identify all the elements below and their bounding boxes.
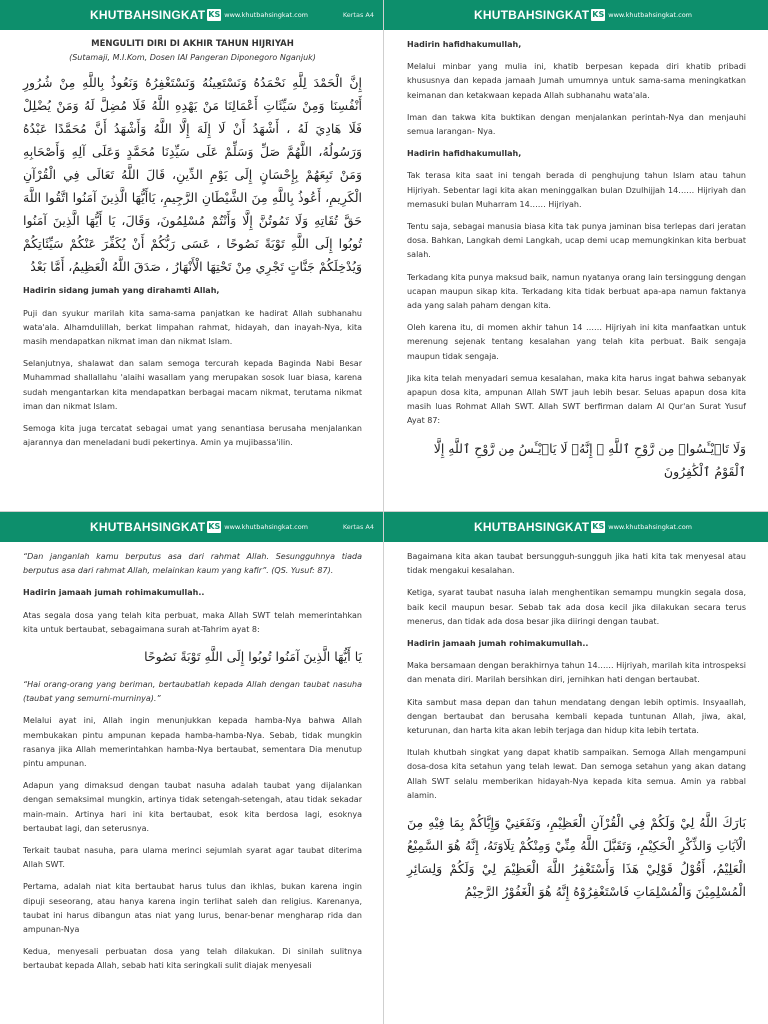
- paragraph: Puji dan syukur marilah kita sama-sama panjatkan ke hadirat Allah subhanahu wata'ala. Alhamdulillah, berkat limpahan rahmat, hidayah, dan inayah-Nya, kita masih mendapatkan nikmat iman dan nikmat Islam.: [23, 308, 362, 347]
- brand-logo-icon: KS: [208, 10, 221, 19]
- quote-translation: “Dan janganlah kamu berputus asa dari rahmat Allah. Sesungguhnya tiada berputus asa dari rahmat Allah, melainkan kaum yang kafir”. (QS. Yusuf: 87).: [23, 552, 362, 576]
- paragraph: Atas segala dosa yang telah kita perbuat, maka Allah SWT telah memerintahkan kita untuk bertaubat, sebagaimana surah at-Tahrim ayat 8:: [23, 610, 362, 634]
- page-header: [384, 512, 768, 542]
- section-heading: Hadirin sidang jumah yang dirahamti Allah,: [23, 286, 220, 296]
- page-content: [384, 30, 768, 483]
- paragraph: Melalui ayat ini, Allah ingin menunjukkan kepada hamba-Nya bahwa Allah membukakan pintu ampunan kepada hamba-hamba-Nya. Sebab, tidak mungkin rasanya jika Allah memerintahkan hamba-Nya bertaubat, sementara Dia menutup pintu ampunan.: [23, 716, 362, 769]
- page-divider-vertical: [383, 0, 384, 1024]
- page-header: [0, 512, 384, 542]
- site-url[interactable]: www.khutbahsingkat.com: [608, 523, 693, 531]
- site-url[interactable]: www.khutbahsingkat.com: [224, 523, 309, 531]
- page-divider-horizontal: [0, 511, 768, 512]
- paragraph: Kedua, menyesali perbuatan dosa yang telah dilakukan. Di sinilah sulitnya bertaubat kepada Allah, sebab hati kita seringkali sulit diajak menyesali: [23, 947, 362, 971]
- paragraph: Terkait taubat nasuha, para ulama merinci sejumlah syarat agar taubat diterima Allah SWT.: [23, 846, 362, 870]
- section-heading: Hadirin hafidhakumullah,: [407, 40, 522, 49]
- arabic-closing-text: بَارَكَ اللَّهُ لِيْ وَلَكُمْ فِي الْقُرْآنِ الْعَظِيْمِ، وَنَفَعَنِيْ وَإِيَّاكُمْ بِمَا فِيْهِ مِنَ الْآيَاتِ وَالذِّكْرِ الْحَكِيْمِ، وَتَقَبَّلَ اللَّهُ مِنِّيْ وَمِنْكُمْ تِلَاوَتَهُ، إِنَّهُ هُوَ السَّمِيْعُ الْعَلِيْمُ، أَقُوْلُ قَوْلِيْ هَذَا وَأَسْتَغْفِرُ اللَّهَ الْعَظِيْمَ لِيْ وَلَكُمْ وَلِسَائِرِ الْمُسْلِمِيْنَ وَالْمُسْلِمَاتِ فَاسْتَغْفِرُوْهُ إِنَّهُ هُوَ الْغَفُوْرُ الرَّحِيْمُ: [407, 815, 746, 900]
- brand-name: KHUTBAHSINGKAT: [90, 520, 206, 534]
- paragraph: Bagaimana kita akan taubat bersungguh-sungguh jika hati kita tak menyesal atau tidak mengakui kesalahan.: [407, 552, 746, 576]
- paper-label: Kertas A4: [342, 523, 374, 531]
- page-content: [384, 542, 768, 903]
- paragraph: Melalui minbar yang mulia ini, khatib berpesan kepada diri khatib pribadi khususnya dan kepada jamaah Jumah umumnya untuk sama-sama meningkatkan keimanan dan ketakwaan kepada Allah subhanahu wata'ala.: [407, 62, 746, 100]
- page-title: MENGULITI DIRI DI AKHIR TAHUN HIJRIYAH: [91, 39, 294, 49]
- paragraph: Jika kita telah menyadari semua kesalahan, maka kita harus ingat bahwa sebanyak apapun dosa kita, ampunan Allah SWT jauh lebih besar. Seluas apapun dosa kita masih luas Rohmat Allah SWT. Allah SWT berfirman dalam Al Qur'an Surat Yusuf Ayat 87:: [407, 373, 746, 426]
- paragraph: Oleh karena itu, di momen akhir tahun 14 …… Hijriyah ini kita manfaatkan untuk merenung sejenak tentang kesalahan yang telah kita perbuat. Baik sengaja maupun tidak sengaja.: [407, 323, 746, 361]
- page-header: [384, 0, 768, 30]
- author-line: (Sutamaji, M.I.Kom, Dosen IAI Pangeran Diponegoro Nganjuk): [69, 53, 316, 63]
- page-header: [0, 0, 384, 30]
- arabic-verse: يَا أَيُّهَا الَّذِينَ آمَنُوا تُوبُوا إِلَى اللَّهِ تَوْبَةً نَصُوحًا: [144, 649, 362, 665]
- paragraph: Itulah khutbah singkat yang dapat khatib sampaikan. Semoga Allah mengampuni dosa-dosa kita setahun yang telah lewat. Dan semoga setahun yang akan datang Allah SWT selalu memberikan hidayah-Nya kepada kita semua. Amin ya rabbal alamin.: [407, 748, 746, 800]
- brand-name: KHUTBAHSINGKAT: [90, 8, 206, 22]
- paragraph: Semoga kita juga tercatat sebagai umat yang senantiasa berusaha menjalankan ajarannya dan meneladani budi pekertinya. Amin ya mujibassa'ilin.: [23, 424, 362, 448]
- page-4: [384, 512, 768, 1024]
- section-heading: Hadirin hafidhakumullah,: [407, 149, 522, 159]
- section-heading: Hadirin jamaah jumah rohimakumullah..: [23, 588, 205, 598]
- section-heading: Hadirin jamaah jumah rohimakumullah..: [407, 639, 589, 649]
- paragraph: Adapun yang dimaksud dengan taubat nasuha adalah taubat yang dijalankan dengan semaksimal mungkin, artinya tidak setengah-setengah, atau tidak sekadar main-main. Artinya hari ini kita bertaubat, esok kita berdosa lagi, esoknya bertaubat lagi, dan seterusnya.: [23, 781, 362, 833]
- site-url[interactable]: www.khutbahsingkat.com: [608, 11, 693, 19]
- paper-label: Kertas A4: [342, 11, 374, 19]
- brand-name: KHUTBAHSINGKAT: [474, 8, 590, 22]
- page-1: [0, 0, 384, 512]
- paragraph: Maka bersamaan dengan berakhirnya tahun 14…… Hijriyah, marilah kita introspeksi dan menata diri. Marilah bersihkan diri, jernihkan hati dengan bertaubat.: [407, 661, 746, 685]
- paragraph: Kita sambut masa depan dan tahun mendatang dengan lebih optimis. Insyaallah, dengan bertaubat dan berusaha kembali kepada tuntunan Allah, jiwa, akal, keturunan, dan harta kita akan lebih terjaga dan hidup kita lebih tertata.: [407, 697, 746, 736]
- paragraph: Iman dan takwa kita buktikan dengan menjalankan perintah-Nya dan menjauhi semua larangan- Nya.: [407, 112, 746, 137]
- paragraph: Tak terasa kita saat ini tengah berada di penghujung tahun Islam atau tahun Hijriyah. Sebentar lagi kita akan meninggalkan bulan Dzulhijjah 14…… Hijriyah dan memasuki bulan Muharram 14…… Hijriyah.: [407, 171, 746, 209]
- page-2: [384, 0, 768, 512]
- page-content: [0, 542, 384, 974]
- brand-name: KHUTBAHSINGKAT: [474, 520, 590, 534]
- arabic-verse: وَلَا تَا۟يْـَٔسُوا۟ مِن رَّوْحِ ٱللَّهِ ۖ إِنَّهُۥ لَا يَا۟يْـَٔسُ مِن رَّوْحِ ٱللَّهِ إِلَّا ٱلْقَوْمُ ٱلْكَٰفِرُونَ: [433, 440, 746, 479]
- paragraph: Selanjutnya, shalawat dan salam semoga tercurah kepada Baginda Nabi Besar Muhammad shallallahu 'alaihi wasallam yang merupakan sosok luar biasa, karena sudah mengantarkan kita mendapatkan berbagai macam nikmat, terutama nikmat iman dan nikmat Islam.: [23, 359, 362, 411]
- arabic-opening-text: إِنَّ الْحَمْدَ لِلَّهِ نَحْمَدُهُ وَنَسْتَعِينُهُ وَنَسْتَغْفِرُهُ وَنَعُوذُ بِاللَّهِ مِنْ شُرُورِ أَنْفُسِنَا وَمِنْ سَيِّئَاتِ أَعْمَالِنَا مَنْ يَهْدِهِ اللَّهُ فَلَا مُضِلَّ لَهُ وَمَنْ يُضْلِلْ فَلَا هَادِيَ لَهُ ، أَشْهَدُ أَنْ لَا إِلَهَ إِلَّا اللَّهُ وَأَشْهَدُ أَنَّ مُحَمَّدًا عَبْدُهُ وَرَسُولُهُ، اللَّهُمَّ صَلِّ وَسَلِّمْ عَلَى سَيِّدِنَا مُحَمَّدٍ وَعَلَى آلِهِ وَأَصْحَابِهِ وَمَنْ تَبِعَهُمْ بِإِحْسَانٍ إِلَى يَوْمِ الدِّينِ، قَالَ اللَّهُ تَعَالَى فِي الْقُرْآنِ الْكَرِيمِ، أَعُوذُ بِاللَّهِ مِنَ الشَّيْطَانِ الرَّجِيمِ، يَاأَيُّهَا الَّذِينَ آمَنُوا اتَّقُوا اللَّهَ حَقَّ تُقَاتِهِ وَلَا تَمُوتُنَّ إِلَّا وَأَنْتُمْ مُسْلِمُونَ، وَقَالَ، يَا أَيُّهَا الَّذِينَ آمَنُوا تُوبُوا إِلَى اللَّهِ تَوْبَةً نَصُوحًا ، عَسَى رَبُّكُمْ أَنْ يُكَفِّرَ عَنْكُمْ سَيِّئَاتِكُمْ وَيُدْخِلَكُمْ جَنَّاتٍ تَجْرِي مِنْ تَحْتِهَا الْأَنْهَارُ ، صَدَقَ اللَّهُ الْعَظِيمُ، أَمَّا بَعْدُ: [23, 75, 362, 275]
- site-url[interactable]: www.khutbahsingkat.com: [224, 11, 309, 19]
- brand-logo-icon: KS: [208, 522, 221, 531]
- brand-logo-icon: KS: [592, 522, 605, 531]
- brand-logo-icon: KS: [592, 10, 605, 19]
- quote-translation: “Hai orang-orang yang beriman, bertaubatlah kepada Allah dengan taubat nasuha (taubat yang semurni-murninya).”: [23, 680, 362, 704]
- page-3: [0, 512, 384, 1024]
- paragraph: Tentu saja, sebagai manusia biasa kita tak punya jaminan bisa terlepas dari jeratan dosa. Bahkan, Langkah demi Langkah, ucap demi ucap memungkinkan kita berbuat salah.: [407, 222, 746, 260]
- paragraph: Pertama, adalah niat kita bertaubat harus tulus dan ikhlas, bukan karena ingin dipuji seseorang, atau hanya karena ingin terlihat saleh dan religius. Karenanya, taubat ini harus dibangun atas niat yang lurus, benar-benar mengharap rida dan ampunan-Nya: [23, 882, 362, 935]
- paragraph: Ketiga, syarat taubat nasuha ialah menghentikan semampu mungkin segala dosa, baik kecil maupun besar. Sebab tak ada dosa kecil jika dilakukan secara terus menerus, dan tidak ada dosa besar jika diiringi dengan taubat.: [407, 588, 746, 626]
- paragraph: Terkadang kita punya maksud baik, namun nyatanya orang lain tersinggung dengan ucapan maupun sikap kita. Terkadang kita tidak berbuat apa-apa namun faktanya ada yang salah paham dengan kita.: [407, 272, 746, 311]
- page-content: [0, 30, 384, 450]
